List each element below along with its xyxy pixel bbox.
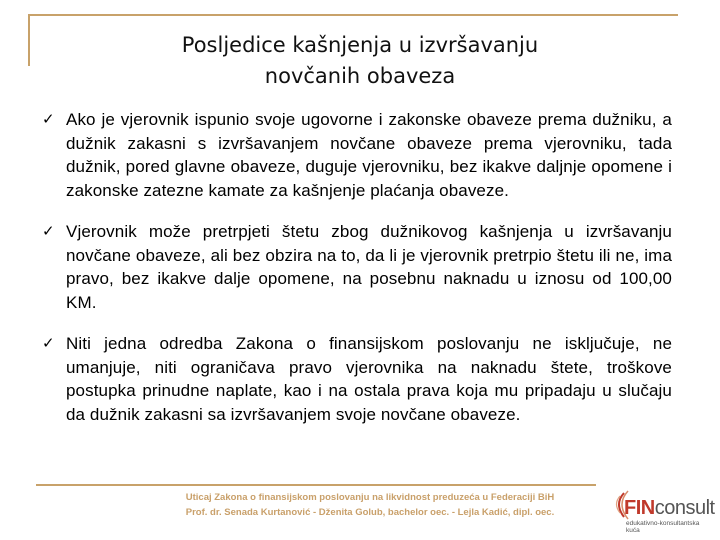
bullet-text: Vjerovnik može pretrpjeti štetu zbog dužnikovog kašnjenja u izvršavanju novčane obaveze, ali bez obzira na to, da li je vjerovnik pretrpio štetu ili ne, ima pravo, bez ikakve dalje opomene, na posebnu naknadu u iznosu od 100,00 KM. [66, 222, 672, 312]
logo-fin: FIN [624, 497, 655, 519]
slide-title-line-2: novčanih obaveza [264, 64, 456, 88]
title-frame-left-line [28, 14, 30, 66]
bullet-item [42, 332, 672, 426]
footer-credits [120, 490, 620, 520]
finconsult-logo [608, 490, 714, 536]
slide-title-line-1: Posljedice kašnjenja u izvršavanju [181, 33, 539, 57]
bullet-list [42, 108, 672, 444]
logo-tagline: edukativno-konsultantska kuća [626, 520, 700, 534]
footer-line-1: Uticaj Zakona o finansijskom poslovanju na likvidnost preduzeća u Federaciji BiH [185, 492, 555, 503]
footer-line-2: Prof. dr. Senada Kurtanović - Dženita Golub, bachelor oec. - Lejla Kadić, dipl. oec. [185, 507, 555, 518]
slide-title [60, 30, 660, 92]
footer-divider [36, 484, 596, 486]
bullet-text: Ako je vjerovnik ispunio svoje ugovorne i zakonske obaveze prema dužniku, a dužnik zakasni s izvršavanjem novčane obaveze prema vjerovniku, tada dužnik, pored glavne obaveze, duguje vjerovniku, bez ikakve daljnje opomene i zakonske zatezne kamate za kašnjenje plaćanja obaveze. [66, 110, 672, 200]
checkmark-icon: ✓ [42, 334, 55, 352]
title-frame-top-line [28, 14, 678, 16]
logo-wordmark [624, 496, 715, 520]
bullet-text: Niti jedna odredba Zakona o finansijskom poslovanju ne isključuje, ne umanjuje, niti ograničava pravo vjerovnika na naknadu štete, troškove postupka prinudne naplate, kao i na ostala prava koja mu pripadaju u slučaju da dužnik zakasni sa izvršavanjem svoje novčane obaveze. [66, 334, 672, 424]
bullet-item [42, 108, 672, 202]
checkmark-icon: ✓ [42, 222, 55, 240]
logo-consult: consult [654, 497, 715, 519]
checkmark-icon: ✓ [42, 110, 55, 128]
bullet-item [42, 220, 672, 314]
